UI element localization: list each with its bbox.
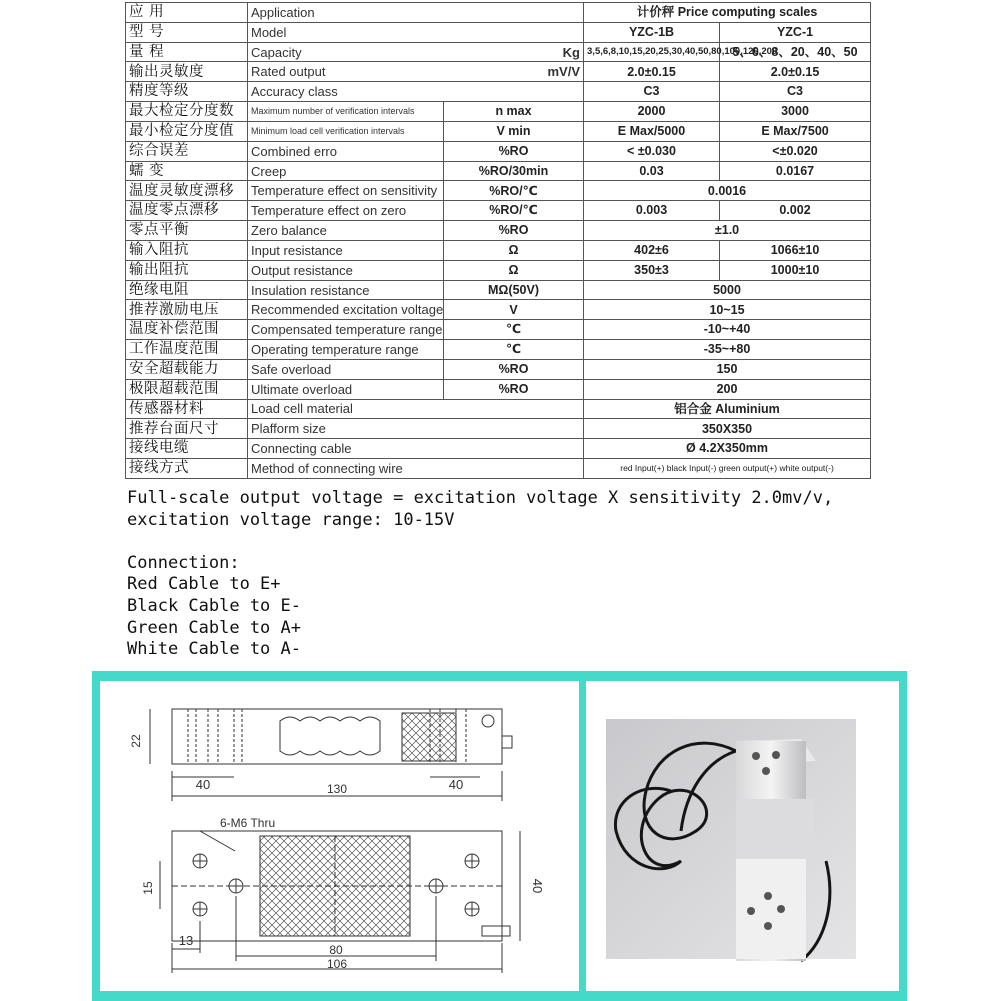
dim-80-label: 80: [329, 943, 343, 957]
spec-value: red Input(+) black Input(-) green output(+) white output(-): [584, 459, 871, 479]
connection-title: Connection:: [127, 552, 240, 573]
spec-unit: %RO/℃: [444, 201, 584, 221]
spec-unit: %RO/30min: [444, 161, 584, 181]
spec-unit: ℃: [444, 320, 584, 340]
spec-unit: %RO: [444, 221, 584, 241]
spec-value-yzc1b: 402±6: [584, 240, 720, 260]
spec-label-cn: 量 程: [126, 42, 248, 62]
spec-label-en: Insulation resistance: [248, 280, 444, 300]
spec-unit: MΩ(50V): [444, 280, 584, 300]
spec-value-yzc1: 2.0±0.15: [720, 62, 871, 82]
spec-unit: ℃: [444, 340, 584, 360]
dim-40-side-label: 40: [530, 878, 545, 894]
dim-15-label: 15: [141, 881, 155, 895]
spec-label-cn: 推荐激励电压: [126, 300, 248, 320]
spec-table: [125, 2, 870, 479]
spec-row: [126, 22, 871, 42]
spec-label-en: Load cell material: [248, 399, 584, 419]
spec-label-cn: 型 号: [126, 22, 248, 42]
spec-label-en: Zero balance: [248, 221, 444, 241]
spec-value-yzc1b: 2.0±0.15: [584, 62, 720, 82]
spec-value-yzc1b: C3: [584, 82, 720, 102]
spec-label-en: Minimum load cell verification intervals: [248, 121, 444, 141]
spec-value-yzc1b: YZC-1B: [584, 22, 720, 42]
spec-label-en: Plafform size: [248, 419, 584, 439]
spec-label-cn: 接线方式: [126, 459, 248, 479]
spec-value-yzc1: 0.0167: [720, 161, 871, 181]
spec-value: ±1.0: [584, 221, 871, 241]
spec-row: [126, 459, 871, 479]
connection-red: Red Cable to E+: [127, 574, 281, 595]
spec-label-cn: 工作温度范围: [126, 340, 248, 360]
spec-value-yzc1b: 2000: [584, 102, 720, 122]
spec-label-cn: 传感器材料: [126, 399, 248, 419]
spec-value-yzc1: 1000±10: [720, 260, 871, 280]
spec-label-cn: 输出灵敏度: [126, 62, 248, 82]
spec-row: [126, 121, 871, 141]
spec-label-cn: 零点平衡: [126, 221, 248, 241]
spec-label-cn: 接线电缆: [126, 439, 248, 459]
spec-label-en: Combined erro: [248, 141, 444, 161]
spec-value: 铝合金 Aluminium: [584, 399, 871, 419]
spec-unit: V min: [444, 121, 584, 141]
spec-label-en: Model: [248, 22, 584, 42]
spec-label-cn: 温度灵敏度漂移: [126, 181, 248, 201]
product-photo: [586, 681, 899, 991]
spec-label-en: Compensated temperature range: [248, 320, 444, 340]
spec-label-en: Capacity: [251, 44, 302, 60]
spec-label-en-with-unit: [248, 42, 584, 62]
spec-value: -35~+80: [584, 340, 871, 360]
spec-label-cn: 精度等级: [126, 82, 248, 102]
spec-value-yzc1b: < ±0.030: [584, 141, 720, 161]
load-cell: [736, 739, 816, 961]
spec-label-en: Output resistance: [248, 260, 444, 280]
spec-row: [126, 141, 871, 161]
spec-label-en: Operating temperature range: [248, 340, 444, 360]
spec-label-en-with-unit: [248, 62, 584, 82]
spec-row: [126, 42, 871, 62]
spec-row: [126, 161, 871, 181]
spec-value-yzc1: E Max/7500: [720, 121, 871, 141]
spec-label-en: Maximum number of verification intervals: [248, 102, 444, 122]
connection-white: White Cable to A-: [127, 639, 301, 660]
spec-label-en: Input resistance: [248, 240, 444, 260]
spec-row: [126, 340, 871, 360]
spec-value-yzc1b: E Max/5000: [584, 121, 720, 141]
spec-row: [126, 399, 871, 419]
spec-value: Ø 4.2X350mm: [584, 439, 871, 459]
spec-value: 0.0016: [584, 181, 871, 201]
connection-green: Green Cable to A+: [127, 617, 301, 638]
dim-length-label: 130: [326, 782, 348, 796]
spec-row: [126, 221, 871, 241]
bottom-frame: [92, 671, 907, 1001]
spec-value: 350X350: [584, 419, 871, 439]
spec-value-yzc1b: 350±3: [584, 260, 720, 280]
spec-value-yzc1b: 0.03: [584, 161, 720, 181]
note-formula: Full-scale output voltage = excitation voltage X sensitivity 2.0mv/v,: [127, 488, 834, 508]
spec-label-en: Ultimate overload: [248, 379, 444, 399]
spec-unit: %RO/℃: [444, 181, 584, 201]
spec-row: [126, 240, 871, 260]
spec-row: [126, 439, 871, 459]
spec-label-en: Application: [248, 3, 584, 23]
spec-value: -10~+40: [584, 320, 871, 340]
spec-row: [126, 320, 871, 340]
spec-label-cn: 综合误差: [126, 141, 248, 161]
spec-value: 200: [584, 379, 871, 399]
spec-label-cn: 温度零点漂移: [126, 201, 248, 221]
spec-label-cn: 应 用: [126, 3, 248, 23]
spec-row: [126, 62, 871, 82]
spec-row: [126, 201, 871, 221]
spec-label-cn: 最小检定分度值: [126, 121, 248, 141]
drawing-svg: [100, 681, 579, 991]
spec-label-cn: 输入阻抗: [126, 240, 248, 260]
spec-unit: V: [444, 300, 584, 320]
dim-106-label: 106: [326, 957, 348, 971]
spec-value: 10~15: [584, 300, 871, 320]
spec-value-yzc1: 5、6、8、20、40、50: [720, 42, 871, 62]
spec-row: [126, 300, 871, 320]
spec-row: [126, 181, 871, 201]
connection-black: Black Cable to E-: [127, 595, 301, 616]
spec-row: [126, 359, 871, 379]
spec-label-cn: 安全超载能力: [126, 359, 248, 379]
spec-label-en: Temperature effect on sensitivity: [248, 181, 444, 201]
spec-row: [126, 82, 871, 102]
spec-label-cn: 温度补偿范围: [126, 320, 248, 340]
spec-value-yzc1: YZC-1: [720, 22, 871, 42]
spec-label-cn: 蠕 变: [126, 161, 248, 181]
spec-unit: %RO: [444, 141, 584, 161]
dim-left-label: 40: [195, 777, 211, 792]
spec-value: 5000: [584, 280, 871, 300]
note-range: excitation voltage range: 10-15V: [127, 509, 455, 530]
spec-row: [126, 379, 871, 399]
spec-label-cn: 最大检定分度数: [126, 102, 248, 122]
notes: [127, 488, 887, 661]
spec-unit: Ω: [444, 260, 584, 280]
spec-value-yzc1: <±0.020: [720, 141, 871, 161]
spec-label-en: Rated output: [251, 64, 326, 80]
spec-value: 150: [584, 359, 871, 379]
spec-row: [126, 280, 871, 300]
spec-unit: Kg: [562, 44, 581, 60]
spec-value-yzc1: 3000: [720, 102, 871, 122]
spec-unit: %RO: [444, 359, 584, 379]
photo-background: [606, 719, 856, 959]
spec-unit: mV/V: [547, 64, 581, 80]
spec-value-yzc1: C3: [720, 82, 871, 102]
spec-value-yzc1b: 0.003: [584, 201, 720, 221]
spec-label-en: Accuracy class: [248, 82, 584, 102]
spec-label-cn: 绝缘电阻: [126, 280, 248, 300]
spec-unit: Ω: [444, 240, 584, 260]
spec-row: [126, 260, 871, 280]
spec-row: [126, 419, 871, 439]
spec-value: 计价秤 Price computing scales: [584, 3, 871, 23]
dim-13-label: 13: [178, 933, 194, 948]
spec-value-yzc1: 0.002: [720, 201, 871, 221]
spec-label-en: Temperature effect on zero: [248, 201, 444, 221]
spec-unit: %RO: [444, 379, 584, 399]
spec-label-cn: 输出阻抗: [126, 260, 248, 280]
spec-label-en: Connecting cable: [248, 439, 584, 459]
spec-row: [126, 3, 871, 23]
spec-value-yzc1: 1066±10: [720, 240, 871, 260]
dimension-drawing: [100, 681, 579, 991]
spec-label-en: Method of connecting wire: [248, 459, 584, 479]
spec-label-en: Recommended excitation voltage: [248, 300, 444, 320]
dim-height-label: 22: [129, 734, 143, 748]
spec-label-cn: 推荐台面尺寸: [126, 419, 248, 439]
spec-label-en: Creep: [248, 161, 444, 181]
spec-label-en: Safe overload: [248, 359, 444, 379]
dim-right-label: 40: [448, 777, 464, 792]
spec-row: [126, 102, 871, 122]
spec-value-yzc1b: 3,5,6,8,10,15,20,25,30,40,50,80,100,120,200: [584, 42, 720, 62]
spec-label-cn: 极限超载范围: [126, 379, 248, 399]
spec-unit: n max: [444, 102, 584, 122]
holes-label: 6-M6 Thru: [220, 816, 276, 830]
photo-svg: [586, 681, 899, 991]
